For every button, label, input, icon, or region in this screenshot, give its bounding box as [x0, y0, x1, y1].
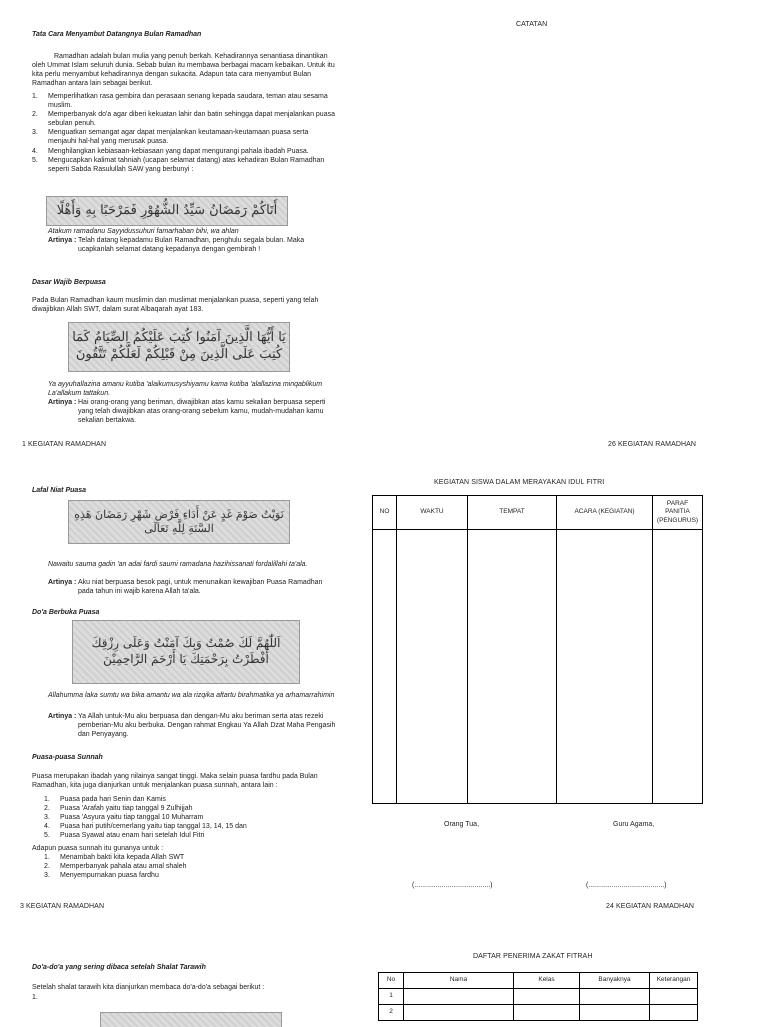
col-header-waktu: WAKTU [397, 496, 468, 530]
col-header-no: No [379, 973, 404, 989]
col-header-no: NO [373, 496, 397, 530]
list-item: 1. Memperlihatkan rasa gembira dan perasaan senang kepada saudara, teman atau sesama muslim. [32, 93, 328, 110]
list-item: 5. Puasa Syawal atau enam hari setelah Idul Fitri [44, 832, 205, 840]
table-header-row [379, 973, 698, 989]
table-cell[interactable] [580, 989, 650, 1005]
berbuka-artinya: Artinya : Ya Allah untuk-Mu aku berpuasa dan dengan-Mu aku beriman serta atas rezeki pemberian-Mu aku berbuka. Dengan rahmat Engkau Ya Allah Dzat Maha Pengasih dan Penyayang. [48, 713, 336, 739]
sunnah-paragraph: Puasa merupakan ibadah yang nilainya sangat tinggi. Maka selain puasa fardhu pada Bulan Ramadhan, kita juga dianjurkan untuk menjalankan puasa sunnah, antara lain : [32, 773, 318, 790]
list-item: 2. Memperbanyak do'a agar diberi kekuatan lahir dan batin sehingga dapat menjalankan puasa sebulan penuh. [32, 111, 335, 128]
row-number: 2 [379, 1005, 404, 1021]
list-item: 2. Memperbanyak pahala atau amal shaleh [44, 863, 187, 871]
col-header-keterangan: Keterangan [650, 973, 698, 989]
table-cell[interactable] [650, 1005, 698, 1021]
list-item: 2. Puasa 'Arafah yaitu tiap tanggal 9 Zulhijjah [44, 805, 193, 813]
zakat-table [378, 972, 698, 1021]
arabic-niat-image: نَوَيْتُ صَوْمَ غَدٍ عَنْ أَدَاءِ فَرْضِ شَهْرِ رَمَضَانَ هَذِهِ السَّنَةِ لِلَّهِ تَعَالَى [68, 500, 290, 544]
hadith-artinya: Artinya : Telah datang kepadamu Bulan Ramadhan, penghulu segala bulan. Maka ucapkanlah selamat datang kepadanya dengan gembirah ! [48, 237, 305, 254]
table-cell[interactable] [514, 1005, 580, 1021]
table-row [373, 530, 703, 804]
page-footer-24: 24 KEGIATAN RAMADHAN [606, 903, 695, 910]
arabic-berbuka-image: اَللّٰهُمَّ لَكَ صُمْتُ وَبِكَ آمَنْتُ وَعَلَى رِزْقِكَ أَفْطَرْتُ بِرَحْمَتِكَ يَا أَرْحَمَ الرَّاحِمِيْنَ [72, 620, 300, 684]
col-header-paraf: PARAF PANITIA (PENGURUS) [653, 496, 703, 530]
list-item: 1. Puasa pada hari Senin dan Kamis [44, 796, 166, 803]
col-header-nama: Nama [404, 973, 514, 989]
tarawih-paragraph: Setelah shalat tarawih kita dianjurkan membaca do'a-do'a sebagai berikut : [32, 984, 265, 991]
list-item: 3. Menyempurnakan puasa fardhu [44, 872, 159, 880]
sign-label-guru-agama: Guru Agama, [613, 821, 655, 828]
guna-paragraph: Adapun puasa sunnah itu gunanya untuk : [32, 845, 164, 852]
intro-paragraph: Ramadhan adalah bulan mulia yang penuh berkah. Kehadirannya senantiasa dinantikan oleh Ummat Islam seluruh dunia. Sebab bulan itu membawa berbagai macam kebaikan. Untuk itu kita perlu menyambut kehadirannya dengan sukacita. Adapun tata cara menyambut Bulan Ramadhan antara lain sebagai berikut. [32, 53, 335, 88]
page-footer-26: 26 KEGIATAN RAMADHAN [608, 441, 697, 448]
table-cell[interactable] [404, 989, 514, 1005]
catatan-title: CATATAN [516, 21, 548, 28]
list-item: 1. Menambah bakti kita kepada Allah SWT [44, 854, 185, 861]
arabic-tarawih-image [100, 1012, 282, 1027]
section-title-dasar: Dasar Wajib Berpuasa [32, 279, 106, 286]
section-title-niat: Lafal Niat Puasa [32, 487, 87, 494]
table-cell[interactable] [468, 530, 557, 804]
list-item: 4. Menghilangkan kebiasaan-kebiasaan yang dapat mengurangi pahala ibadah Puasa. [32, 147, 309, 155]
dasar-paragraph: Pada Bulan Ramadhan kaum muslimin dan muslimat menjalankan puasa, seperti yang telah diwajibkan Allah SWT, dalam surat Albaqarah ayat 183. [32, 297, 319, 314]
table-header-row [373, 496, 703, 530]
sunnah-list [44, 795, 324, 840]
zakat-title: DAFTAR PENERIMA ZAKAT FITRAH [473, 953, 593, 960]
col-header-acara: ACARA (KEGIATAN) [557, 496, 653, 530]
table-cell[interactable] [397, 530, 468, 804]
arabic-ayat-image: يَا أَيُّهَا الَّذِينَ آمَنُوا كُتِبَ عَلَيْكُمُ الصِّيَامُ كَمَا كُتِبَ عَلَى الَّذِينَ مِنْ قَبْلِكُمْ لَعَلَّكُمْ تَتَّقُونَ [68, 322, 290, 372]
col-header-banyaknya: Banyaknya [580, 973, 650, 989]
section-title-sunnah: Puasa-puasa Sunnah [32, 754, 103, 761]
arabic-hadith-image: أَتَاكُمْ رَمَضَانُ سَيِّدُ الشُّهُوْرِ فَمَرْحَبًا بِهِ وَأَهْلًا [46, 196, 288, 226]
kegiatan-table [372, 495, 703, 804]
list-item: 4. Puasa hari putih/cemerlang yaitu tiap tanggal 13, 14, 15 dan [44, 823, 247, 831]
table-row [379, 1005, 698, 1021]
niat-artinya: Artinya : Aku niat berpuasa besok pagi, untuk menunaikan kewajiban Puasa Ramadhan pada tahun ini wajib karena Allah ta'ala. [48, 579, 323, 596]
berbuka-latin: Allahumma laka sumtu wa bika amantu wa ala rizqika aftartu birahmatika ya arhamarrahimin [48, 692, 335, 699]
table-cell[interactable] [580, 1005, 650, 1021]
hadith-latin: Atakum ramadanu Sayyidussuhuri famarhaban bihi, wa ahlan [48, 228, 239, 235]
row-number: 1 [379, 989, 404, 1005]
list-item: 3. Menguatkan semangat agar dapat menjalankan keutamaan-keutamaan puasa serta menjauhi hal-hal yang merusak puasa. [32, 129, 309, 146]
page-footer-3: 3 KEGIATAN RAMADHAN [20, 903, 105, 910]
ayat-artinya: Artinya : Hai orang-orang yang beriman, diwajibkan atas kamu sekalian berpuasa seperti yang telah diwajibkan atas orang-orang sebelum kamu, mudah-mudahan kamu sekalian bertakwa. [48, 399, 326, 425]
section-title-menyambut: Tata Cara Menyambut Datangnya Bulan Ramadhan [32, 31, 202, 38]
page-footer-1: 1 KEGIATAN RAMADHAN [22, 441, 107, 448]
menyambut-list [32, 92, 338, 174]
table-cell[interactable] [650, 989, 698, 1005]
table-cell[interactable] [514, 989, 580, 1005]
col-header-kelas: Kelas [514, 973, 580, 989]
table-cell[interactable] [557, 530, 653, 804]
table-cell[interactable] [373, 530, 397, 804]
signature-line-orang-tua[interactable]: (.......................................) [412, 882, 493, 889]
sign-label-orang-tua: Orang Tua, [444, 821, 480, 828]
table-row [379, 989, 698, 1005]
niat-latin: Nawaitu sauma gadin 'an adai fardi saumi ramadana hazihissanati fordalillahi ta'ala. [48, 561, 308, 568]
section-title-berbuka: Do'a Berbuka Puasa [32, 609, 100, 616]
section-title-tarawih: Do'a-do'a yang sering dibaca setelah Shalat Tarawih [32, 964, 206, 971]
col-header-tempat: TEMPAT [468, 496, 557, 530]
signature-line-guru-agama[interactable]: (.......................................) [586, 882, 667, 889]
tarawih-list-number: 1. [32, 994, 38, 1001]
kegiatan-title: KEGIATAN SISWA DALAM MERAYAKAN IDUL FITRI [434, 479, 605, 486]
ayat-latin: Ya ayyuhallazina amanu kutiba 'alaikumusyshiyamu kama kutiba 'alallazina minqablikum La'allakum tattakun. [48, 381, 323, 398]
guna-list [44, 853, 324, 880]
list-item: 5. Mengucapkan kalimat tahniah (ucapan selamat datang) atas kehadiran Bulan Ramadhan seperti Sabda Rasulullah SAW yang berbunyi : [32, 156, 325, 173]
table-cell[interactable] [653, 530, 703, 804]
table-cell[interactable] [404, 1005, 514, 1021]
list-item: 3. Puasa 'Asyura yaitu tiap tanggal 10 Muharram [44, 814, 204, 822]
